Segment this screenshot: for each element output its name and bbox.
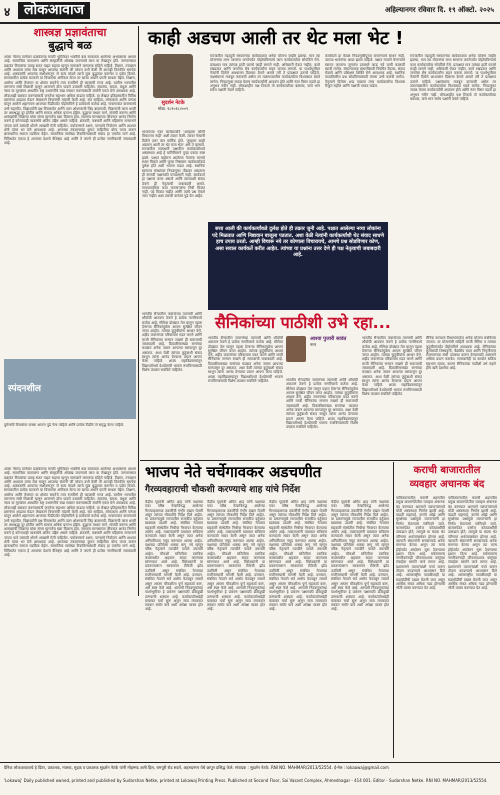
main-body-left: भाजपच्या एका कार्यकर्त्याने 'आम्हाला कोणी विचारतच नाही' अशी तक्रार केली. त्यावर नेत्यांनी दिलेले उत्तर फार मार्मिक होते. 'तुम्हाला काही अडचण आली तर थेट मला भेटा' असे ते म्हणाले. राज्यातील सत्ताधारी पक्षातील कार्यकर्त्यांमध्ये अस्वस्थता आहे हे यानिमित्ताने पुन्हा एकदा स्पष्ट झाले. पक्षात बाहेरून आलेल्या नेत्यांना मानाचे स्थान मिळते आणि जुन्या निष्ठावान कार्यकर्त्यांकडे दुर्लक्ष होते अशी भावना वाढत आहे. स्थानिक स्वराज्य संस्थांच्या निवडणुका तोंडावर असताना ही नाराजी पक्षासाठी परवडणारी नाही. कार्यकर्ता हा पक्षाचा कणा असतो आणि त्याच्याशी संवाद ठेवणे ही नेतृत्वाची जबाबदारी असते. गावपातळीवर काम करणाऱ्यांना निधी मिळत नाही, पदे मिळत नाहीत आणि त्यांचे प्रश्न ऐकले जात नाहीत अशा तक्रारी वारंवार पुढे येत आहेत.: [142, 130, 205, 199]
section-divider: [140, 460, 500, 461]
column-divider-left: [138, 26, 139, 596]
author-name: सुदर्शन नेटके: [161, 100, 185, 106]
bhajap-headline: भाजप नेते चर्चेगावकर अडचणीत: [145, 463, 322, 481]
bhajap-subheadline: गैरव्यवहाराची चौकशी करण्याचे शाह यांचे निर्देश: [145, 485, 301, 495]
editorial-quote: पुरोगामी विचारांचा वारसा आपण पुढे नेला पाहिजे आणि प्रत्येक पिढीने तो समृद्ध केला पाहिजे.: [4, 423, 125, 427]
date-line: अहिल्यानगर रविवार दि. १९ ऑक्टो. २०२५: [385, 6, 494, 14]
karachi-headline-1: कराची बाजारातील: [413, 465, 481, 476]
editorial-body: अंतरा गोल्ला ठाणेकर प्रज्ञावंताचा मराठी भूमिकेवर भक्तीचे बळ साकारता आलेल्या अभ्यासाचा आधार आहे. सामाजिक वातावरण आणि संस्कृतीची ओळख जपण्याचे काम या लेखातून होते. जनमानसात प्रज्ञावंत विचारांचा प्रवाह सतत वाहत राहावा म्हणून समाजाने जागरूक राहिले पाहिजे. विज्ञान, तत्त्वज्ञान आणि अध्यात्म यांचा मेळ घालून आपल्या संतांनी जी परंपरा उभी केली ती आजही तितकीच समर्पक आहे. शास्त्रज्ञांनी आपल्या संशोधनातून जे सत्य मांडले त्याचे मूळ बुद्धाच्या करुणेत व प्रज्ञेत दिसते. समाजातील प्रत्येक घटकाने या विचारांचा अंगीकार केला तर खऱ्या अर्थाने प्रगती साधता येईल. शिक्षण, आरोग्य आणि रोजगार या क्षेत्रांत समतेचे तत्त्व रुजविणे ही काळाची गरज आहे. ग्रामीण भागातील तरुणांना संधी मिळावी म्हणून शासनाने ठोस पावले उचलली पाहिजेत. स्वातंत्र्य, समता, बंधुता आणि न्याय या मूल्यांवर आधारित राष्ट्र उभारणीचे स्वप्न साकार करण्यासाठी सर्वांनी एकत्र येणे आवश्यक आहे. लोकशाही बळकट करण्यासाठी जनतेचा सहभाग अधिक वाढला पाहिजे. या लेखात इतिहासातील विविध प्रसंगांचा आढावा घेऊन लेखकाने विचारांची मांडणी केली आहे. संत साहित्य, लोककला आणि परंपरा यांतून आलेले शहाणपण आजच्या पिढीपर्यंत पोहोचविणे हे प्रत्येकाचे कर्तव्य आहे. गावागावांत वाचनालये उभी राहावीत, विद्यार्थ्यांनी प्रश्न विचारावेत आणि उत्तर शोधण्याची जिद्द बाळगावी. विज्ञानाची कास धरली तर अंधश्रद्धा दूर होतील आणि समाज अधिक प्रगल्भ होईल. बुद्धाचा मध्यम मार्ग, संतांची करुणा आणि शास्त्रज्ञांची जिज्ञासा यांचा संगम म्हणजेच खरा विकास होय. सामान्य माणसाच्या जीवनात आनंद निर्माण करणे हे कोणत्याही व्यवस्थेचे अंतिम उद्दिष्ट असले पाहिजे. शेतकरी, कष्टकरी आणि महिलांना सन्मानाने जगता यावे यासाठी धोरणे आखली गेली पाहिजेत. पर्यावरणाचे रक्षण, पाण्याचे नियोजन आणि शाश्वत शेती यांवर भर देणे आवश्यक आहे. आजच्या तंत्रज्ञानाच्या युगात माहितीचा योग्य वापर करून ज्ञानाधारित समाज घडविता येईल. सामाजिक सलोखा टिकविण्यासाठी संवाद हा एकमेव मार्ग आहे. विविधतेत एकता हे आपल्या देशाचे वैशिष्ट्य आहे आणि ते जपणे ही प्रत्येक नागरिकाची जबाबदारी आहे.: [4, 55, 136, 145]
women-author-name: आश्या पुजारी सावंत: [310, 336, 347, 342]
main-body-right: राज्यातील महायुती सरकारच्या कार्यकाळात अनेक योजना जाहीर झाल्या, मात्र त्या योजनांचा लाभ सामान्य जनतेपर्यंत पोहोचविण्याचे काम कार्यकर्त्यांवर सोपविले गेले. प्रत्यक्षात मात्र त्यांच्या हाती फारसे काही लागले नाही. अधिकारी ऐकत नाहीत, कामे रखडतात आणि जनतेचा रोष कार्यकर्त्यांना सहन करावा लागतो. या पार्श्वभूमीवर नेत्यांनी दिलेले आश्वासन दिलासा देणारे असले तरी ते प्रत्यक्षात उतरले पाहिजे. पक्षसंघटना मजबूत करायची असेल तर तळागाळातील कार्यकर्त्याला विश्वासात घ्यावे लागेल. निवडणुका जवळ येताच कार्यकर्त्यांची आठवण होते आणि नंतर विसर पडतो हा अनुभव नवीन नाही. लोकशाहीत पक्ष टिकतो तो कार्यकर्त्यांच्या बळावर, याचे भान सर्वच पक्षांनी ठेवले पाहिजे.: [210, 54, 320, 93]
karachi-col2: पाकिस्तानातील कराची शहरातील प्रमुख बाजारपेठेतील व्यवहार अचानक बंद करण्यात आल्याने व्यापाऱ्यांमध्ये मोठी अस्वस्थता निर्माण झाली आहे. वाढती महागाई, करांचे ओझे आणि सुरक्षेच्या प्रश्नांमुळे व्यापाऱ्यांनी हा निर्णय घेतल्याचे सांगितले जाते. बाजारपेठेत दररोज कोट्यवधींची उलाढाल होते, त्यामुळे या बंदचा थेट परिणाम अर्थव्यवस्थेवर होणार आहे. व्यापारी संघटनांनी सरकारकडे अनेक मागण्या केल्या असून त्या मान्य होईपर्यंत आंदोलन सुरू ठेवण्याचा इशारा दिला आहे. सर्वसामान्य नागरिकांनाही जीवनावश्यक वस्तूंच्या टंचाईला सामोरे जावे लागत आहे. प्रशासनाने व्यापाऱ्यांशी चर्चा करून तोडगा काढण्याचे आश्वासन दिले आहे. आंतरराष्ट्रीय पातळीवरही या घडामोडींची दखल घेतली जात असून आर्थिक संकट अधिक गडद होण्याची भीती व्यक्त करण्यात येत आहे.: [448, 496, 497, 591]
editorial-caption: स्पंदनशील: [8, 384, 41, 394]
editorial-photo: [4, 359, 136, 419]
women-author-role: नगर: [310, 342, 317, 347]
footer-line-2: 'Lokawaj' Daily published owned, printed and published by Sudarshan Netke, printed at Lokawaj Printing Press. Published at Second Floor, Sai Vasant Complex, Ahmednagar - 414 001. Editor - Sudarshan Netke. RNI NO. MAHMAR/2013/52554.: [4, 778, 488, 783]
karachi-col1: पाकिस्तानातील कराची शहरातील प्रमुख बाजारपेठेतील व्यवहार अचानक बंद करण्यात आल्याने व्यापाऱ्यांमध्ये मोठी अस्वस्थता निर्माण झाली आहे. वाढती महागाई, करांचे ओझे आणि सुरक्षेच्या प्रश्नांमुळे व्यापाऱ्यांनी हा निर्णय घेतल्याचे सांगितले जाते. बाजारपेठेत दररोज कोट्यवधींची उलाढाल होते, त्यामुळे या बंदचा थेट परिणाम अर्थव्यवस्थेवर होणार आहे. व्यापारी संघटनांनी सरकारकडे अनेक मागण्या केल्या असून त्या मान्य होईपर्यंत आंदोलन सुरू ठेवण्याचा इशारा दिला आहे. सर्वसामान्य नागरिकांनाही जीवनावश्यक वस्तूंच्या टंचाईला सामोरे जावे लागत आहे. प्रशासनाने व्यापाऱ्यांशी चर्चा करून तोडगा काढण्याचे आश्वासन दिले आहे. आंतरराष्ट्रीय पातळीवरही या घडामोडींची दखल घेतली जात असून आर्थिक संकट अधिक गडद होण्याची भीती व्यक्त करण्यात येत आहे.: [396, 496, 445, 591]
page-number: ४: [4, 5, 11, 19]
bhajap-col1: केंद्रीय गृहमंत्री अमित शाह यांनी पक्षाच्या एका वरिष्ठ नेत्याविरुद्ध आलेल्या गैरव्यवहाराच्या तक्रारींची गंभीर दखल घेतली असून त्यांच्या चौकशीचे निर्देश दिले आहेत. या प्रकरणामुळे राज्यातील राजकीय वर्तुळात खळबळ उडाली आहे. संबंधित नेत्यावर सहकारी संस्थेतील निधीचा गैरवापर केल्याचा आरोप आहे. तक्रारदारांनी याबाबत सविस्तर कागदपत्रे सादर केली असून त्यात अनेक अनियमितता नमूद करण्यात आल्या आहेत. पक्षाच्या प्रतिमेला धक्का लागू नये म्हणून वरिष्ठ नेतृत्वाने तातडीने पावले उचलली आहेत. चौकशी समितीला ठराविक कालावधीत अहवाल सादर करण्यास सांगण्यात आले आहे. विरोधकांनी या प्रकरणावरून सरकारवर टीकेची झोड उठविली असून संबंधित नेत्याच्या राजीनाम्याची मागणी केली आहे. दरम्यान, संबंधित नेत्याने सर्व आरोप फेटाळून लावले असून आपण चौकशीला पूर्ण सहकार्य करू, असे स्पष्ट केले आहे. आगामी निवडणुकांच्या पार्श्वभूमीवर हे प्रकरण पक्षासाठी डोकेदुखी ठरण्याची शक्यता आहे. कार्यकर्त्यांमध्येही याबाबत चर्चा सुरू असून सत्य लवकरात लवकर समोर यावे अशी अपेक्षा व्यक्त होत आहे.: [145, 500, 203, 612]
editorial-headline-2: बुद्धाचे बळ: [48, 39, 92, 52]
women-body-3: भारतीय सैन्यातील जवानांच्या त्यागाची आणि शौर्याची आठवण ठेवणे हे प्रत्येक नागरिकाचे कर्तव्य आहे. सीमेवर डोळ्यात तेल घालून पहारा देणाऱ्या सैनिकांमुळेच आपण सुरक्षित जीवन जगत आहोत. त्यांच्या कुटुंबीयांना आधार देणे, शहीद जवानांच्या परिवाराला मदत करणे आणि माजी सैनिकांचा सन्मान राखणे ही समाजाची जबाबदारी आहे. दिवाळीसारख्या सणांच्या काळात अनेक जवान आपल्या घरापासून दूर असतात. अशा वेळी त्यांच्या कुटुंबाशी संवाद साधून त्यांना आनंद देण्याचा प्रयत्न आपण केला पाहिजे. शाळा महाविद्यालयांतून विद्यार्थ्यांमध्ये देशप्रेमाची भावना रुजविण्यासाठी विशेष उपक्रम राबविले पाहिजेत.: [362, 336, 422, 396]
bhajap-col2: केंद्रीय गृहमंत्री अमित शाह यांनी पक्षाच्या एका वरिष्ठ नेत्याविरुद्ध आलेल्या गैरव्यवहाराच्या तक्रारींची गंभीर दखल घेतली असून त्यांच्या चौकशीचे निर्देश दिले आहेत. या प्रकरणामुळे राज्यातील राजकीय वर्तुळात खळबळ उडाली आहे. संबंधित नेत्यावर सहकारी संस्थेतील निधीचा गैरवापर केल्याचा आरोप आहे. तक्रारदारांनी याबाबत सविस्तर कागदपत्रे सादर केली असून त्यात अनेक अनियमितता नमूद करण्यात आल्या आहेत. पक्षाच्या प्रतिमेला धक्का लागू नये म्हणून वरिष्ठ नेतृत्वाने तातडीने पावले उचलली आहेत. चौकशी समितीला ठराविक कालावधीत अहवाल सादर करण्यास सांगण्यात आले आहे. विरोधकांनी या प्रकरणावरून सरकारवर टीकेची झोड उठविली असून संबंधित नेत्याच्या राजीनाम्याची मागणी केली आहे. दरम्यान, संबंधित नेत्याने सर्व आरोप फेटाळून लावले असून आपण चौकशीला पूर्ण सहकार्य करू, असे स्पष्ट केले आहे. आगामी निवडणुकांच्या पार्श्वभूमीवर हे प्रकरण पक्षासाठी डोकेदुखी ठरण्याची शक्यता आहे. कार्यकर्त्यांमध्येही याबाबत चर्चा सुरू असून सत्य लवकरात लवकर समोर यावे अशी अपेक्षा व्यक्त होत आहे.: [207, 500, 265, 612]
author-box: [142, 54, 204, 126]
editorial-headline-1: शास्त्रज्ञ प्रज्ञावंताचा: [33, 26, 107, 39]
women-author-photo: [286, 336, 306, 362]
karachi-headline-2: व्यवहार अचानक बंद: [409, 479, 485, 490]
women-body-left: भारतीय सैन्यातील जवानांच्या त्यागाची आणि शौर्याची आठवण ठेवणे हे प्रत्येक नागरिकाचे कर्तव्य आहे. सीमेवर डोळ्यात तेल घालून पहारा देणाऱ्या सैनिकांमुळेच आपण सुरक्षित जीवन जगत आहोत. त्यांच्या कुटुंबीयांना आधार देणे, शहीद जवानांच्या परिवाराला मदत करणे आणि माजी सैनिकांचा सन्मान राखणे ही समाजाची जबाबदारी आहे. दिवाळीसारख्या सणांच्या काळात अनेक जवान आपल्या घरापासून दूर असतात. अशा वेळी त्यांच्या कुटुंबाशी संवाद साधून त्यांना आनंद देण्याचा प्रयत्न आपण केला पाहिजे. शाळा महाविद्यालयांतून विद्यार्थ्यांमध्ये देशप्रेमाची भावना रुजविण्यासाठी विशेष उपक्रम राबविले पाहिजेत.: [142, 312, 202, 372]
women-sidebar: सैनिक कल्याण विभागामार्फत अनेक योजना राबविल्या जातात. या योजनांची माहिती माजी सैनिक व त्यांच्या कुटुंबीयांपर्यंत पोहोचविणे आवश्यक आहे. सैनिकांच्या मुलांसाठी शिष्यवृत्ती, वैद्यकीय मदत आणि निवृत्तीनंतर रोजगाराच्या संधी उपलब्ध करून देण्यासाठी शासनाने अधिक प्रयत्न करावेत. समाजानेही या कार्यात सक्रिय सहभाग घ्यावा, कारण सैनिकांच्या पाठीशी उभे राहणे हीच खरी देशसेवा आहे.: [426, 336, 496, 371]
masthead: [0, 0, 500, 22]
pullquote-box: [208, 222, 388, 310]
bhajap-col4: केंद्रीय गृहमंत्री अमित शाह यांनी पक्षाच्या एका वरिष्ठ नेत्याविरुद्ध आलेल्या गैरव्यवहाराच्या तक्रारींची गंभीर दखल घेतली असून त्यांच्या चौकशीचे निर्देश दिले आहेत. या प्रकरणामुळे राज्यातील राजकीय वर्तुळात खळबळ उडाली आहे. संबंधित नेत्यावर सहकारी संस्थेतील निधीचा गैरवापर केल्याचा आरोप आहे. तक्रारदारांनी याबाबत सविस्तर कागदपत्रे सादर केली असून त्यात अनेक अनियमितता नमूद करण्यात आल्या आहेत. पक्षाच्या प्रतिमेला धक्का लागू नये म्हणून वरिष्ठ नेतृत्वाने तातडीने पावले उचलली आहेत. चौकशी समितीला ठराविक कालावधीत अहवाल सादर करण्यास सांगण्यात आले आहे. विरोधकांनी या प्रकरणावरून सरकारवर टीकेची झोड उठविली असून संबंधित नेत्याच्या राजीनाम्याची मागणी केली आहे. दरम्यान, संबंधित नेत्याने सर्व आरोप फेटाळून लावले असून आपण चौकशीला पूर्ण सहकार्य करू, असे स्पष्ट केले आहे. आगामी निवडणुकांच्या पार्श्वभूमीवर हे प्रकरण पक्षासाठी डोकेदुखी ठरण्याची शक्यता आहे. कार्यकर्त्यांमध्येही याबाबत चर्चा सुरू असून सत्य लवकरात लवकर समोर यावे अशी अपेक्षा व्यक्त होत आहे.: [331, 500, 389, 612]
bhajap-col3: केंद्रीय गृहमंत्री अमित शाह यांनी पक्षाच्या एका वरिष्ठ नेत्याविरुद्ध आलेल्या गैरव्यवहाराच्या तक्रारींची गंभीर दखल घेतली असून त्यांच्या चौकशीचे निर्देश दिले आहेत. या प्रकरणामुळे राज्यातील राजकीय वर्तुळात खळबळ उडाली आहे. संबंधित नेत्यावर सहकारी संस्थेतील निधीचा गैरवापर केल्याचा आरोप आहे. तक्रारदारांनी याबाबत सविस्तर कागदपत्रे सादर केली असून त्यात अनेक अनियमितता नमूद करण्यात आल्या आहेत. पक्षाच्या प्रतिमेला धक्का लागू नये म्हणून वरिष्ठ नेतृत्वाने तातडीने पावले उचलली आहेत. चौकशी समितीला ठराविक कालावधीत अहवाल सादर करण्यास सांगण्यात आले आहे. विरोधकांनी या प्रकरणावरून सरकारवर टीकेची झोड उठविली असून संबंधित नेत्याच्या राजीनाम्याची मागणी केली आहे. दरम्यान, संबंधित नेत्याने सर्व आरोप फेटाळून लावले असून आपण चौकशीला पूर्ण सहकार्य करू, असे स्पष्ट केले आहे. आगामी निवडणुकांच्या पार्श्वभूमीवर हे प्रकरण पक्षासाठी डोकेदुखी ठरण्याची शक्यता आहे. कार्यकर्त्यांमध्येही याबाबत चर्चा सुरू असून सत्य लवकरात लवकर समोर यावे अशी अपेक्षा व्यक्त होत आहे.: [269, 500, 327, 612]
pullquote-text: सत्ता आली की कार्यकर्त्यांकडे दुर्लक्ष होते ही तक्रार जुनी आहे. पक्षात आलेल्या नव्या लोकांना पदे मिळतात आणि निष्ठावान बाजूला पडतात. अशा वेळी नेत्यांनी कार्यकर्त्यांशी थेट संवाद साधणे हाच उपाय ठरतो. आम्ही विचारू नये तर कोणाला विचारायचे, आमचे प्रश्न सोडविणार कोण, असा सवाल कार्यकर्ते करीत आहेत. त्यांच्या या प्रश्नांना उत्तर देणे ही पक्ष नेतृत्वाची जबाबदारी आहे.: [212, 226, 384, 259]
masthead-brand: लोकआवाज: [18, 2, 90, 19]
karachi-divider: [393, 462, 394, 758]
women-body: भारतीय सैन्यातील जवानांच्या त्यागाची आणि शौर्याची आठवण ठेवणे हे प्रत्येक नागरिकाचे कर्तव्य आहे. सीमेवर डोळ्यात तेल घालून पहारा देणाऱ्या सैनिकांमुळेच आपण सुरक्षित जीवन जगत आहोत. त्यांच्या कुटुंबीयांना आधार देणे, शहीद जवानांच्या परिवाराला मदत करणे आणि माजी सैनिकांचा सन्मान राखणे ही समाजाची जबाबदारी आहे. दिवाळीसारख्या सणांच्या काळात अनेक जवान आपल्या घरापासून दूर असतात. अशा वेळी त्यांच्या कुटुंबाशी संवाद साधून त्यांना आनंद देण्याचा प्रयत्न आपण केला पाहिजे. शाळा महाविद्यालयांतून विद्यार्थ्यांमध्ये देशप्रेमाची भावना रुजविण्यासाठी विशेष उपक्रम राबविले पाहिजेत.: [208, 336, 283, 383]
editorial-section: [4, 26, 136, 586]
footer-divider: [0, 762, 500, 763]
editorial-body-cont: अंतरा गोल्ला ठाणेकर प्रज्ञावंताचा मराठी भूमिकेवर भक्तीचे बळ साकारता आलेल्या अभ्यासाचा आधार आहे. सामाजिक वातावरण आणि संस्कृतीची ओळख जपण्याचे काम या लेखातून होते. जनमानसात प्रज्ञावंत विचारांचा प्रवाह सतत वाहत राहावा म्हणून समाजाने जागरूक राहिले पाहिजे. विज्ञान, तत्त्वज्ञान आणि अध्यात्म यांचा मेळ घालून आपल्या संतांनी जी परंपरा उभी केली ती आजही तितकीच समर्पक आहे. शास्त्रज्ञांनी आपल्या संशोधनातून जे सत्य मांडले त्याचे मूळ बुद्धाच्या करुणेत व प्रज्ञेत दिसते. समाजातील प्रत्येक घटकाने या विचारांचा अंगीकार केला तर खऱ्या अर्थाने प्रगती साधता येईल. शिक्षण, आरोग्य आणि रोजगार या क्षेत्रांत समतेचे तत्त्व रुजविणे ही काळाची गरज आहे. ग्रामीण भागातील तरुणांना संधी मिळावी म्हणून शासनाने ठोस पावले उचलली पाहिजेत. स्वातंत्र्य, समता, बंधुता आणि न्याय या मूल्यांवर आधारित राष्ट्र उभारणीचे स्वप्न साकार करण्यासाठी सर्वांनी एकत्र येणे आवश्यक आहे. लोकशाही बळकट करण्यासाठी जनतेचा सहभाग अधिक वाढला पाहिजे. या लेखात इतिहासातील विविध प्रसंगांचा आढावा घेऊन लेखकाने विचारांची मांडणी केली आहे. संत साहित्य, लोककला आणि परंपरा यांतून आलेले शहाणपण आजच्या पिढीपर्यंत पोहोचविणे हे प्रत्येकाचे कर्तव्य आहे. गावागावांत वाचनालये उभी राहावीत, विद्यार्थ्यांनी प्रश्न विचारावेत आणि उत्तर शोधण्याची जिद्द बाळगावी. विज्ञानाची कास धरली तर अंधश्रद्धा दूर होतील आणि समाज अधिक प्रगल्भ होईल. बुद्धाचा मध्यम मार्ग, संतांची करुणा आणि शास्त्रज्ञांची जिज्ञासा यांचा संगम म्हणजेच खरा विकास होय. सामान्य माणसाच्या जीवनात आनंद निर्माण करणे हे कोणत्याही व्यवस्थेचे अंतिम उद्दिष्ट असले पाहिजे. शेतकरी, कष्टकरी आणि महिलांना सन्मानाने जगता यावे यासाठी धोरणे आखली गेली पाहिजेत. पर्यावरणाचे रक्षण, पाण्याचे नियोजन आणि शाश्वत शेती यांवर भर देणे आवश्यक आहे. आजच्या तंत्रज्ञानाच्या युगात माहितीचा योग्य वापर करून ज्ञानाधारित समाज घडविता येईल. सामाजिक सलोखा टिकविण्यासाठी संवाद हा एकमेव मार्ग आहे. विविधतेत एकता हे आपल्या देशाचे वैशिष्ट्य आहे आणि ते जपणे ही प्रत्येक नागरिकाची जबाबदारी आहे.: [4, 467, 136, 557]
author-photo: [153, 54, 193, 98]
main-body-col4: राज्यातील महायुती सरकारच्या कार्यकाळात अनेक योजना जाहीर झाल्या, मात्र त्या योजनांचा लाभ सामान्य जनतेपर्यंत पोहोचविण्याचे काम कार्यकर्त्यांवर सोपविले गेले. प्रत्यक्षात मात्र त्यांच्या हाती फारसे काही लागले नाही. अधिकारी ऐकत नाहीत, कामे रखडतात आणि जनतेचा रोष कार्यकर्त्यांना सहन करावा लागतो. या पार्श्वभूमीवर नेत्यांनी दिलेले आश्वासन दिलासा देणारे असले तरी ते प्रत्यक्षात उतरले पाहिजे. पक्षसंघटना मजबूत करायची असेल तर तळागाळातील कार्यकर्त्याला विश्वासात घ्यावे लागेल. निवडणुका जवळ येताच कार्यकर्त्यांची आठवण होते आणि नंतर विसर पडतो हा अनुभव नवीन नाही. लोकशाहीत पक्ष टिकतो तो कार्यकर्त्यांच्या बळावर, याचे भान सर्वच पक्षांनी ठेवले पाहिजे.: [410, 54, 496, 101]
women-author-box: [286, 336, 358, 376]
women-body-2: भारतीय सैन्यातील जवानांच्या त्यागाची आणि शौर्याची आठवण ठेवणे हे प्रत्येक नागरिकाचे कर्तव्य आहे. सीमेवर डोळ्यात तेल घालून पहारा देणाऱ्या सैनिकांमुळेच आपण सुरक्षित जीवन जगत आहोत. त्यांच्या कुटुंबीयांना आधार देणे, शहीद जवानांच्या परिवाराला मदत करणे आणि माजी सैनिकांचा सन्मान राखणे ही समाजाची जबाबदारी आहे. दिवाळीसारख्या सणांच्या काळात अनेक जवान आपल्या घरापासून दूर असतात. अशा वेळी त्यांच्या कुटुंबाशी संवाद साधून त्यांना आनंद देण्याचा प्रयत्न आपण केला पाहिजे. शाळा महाविद्यालयांतून विद्यार्थ्यांमध्ये देशप्रेमाची भावना रुजविण्यासाठी विशेष उपक्रम राबविले पाहिजेत.: [286, 378, 358, 430]
author-phone: मोबा. ९८९०१८२००९: [157, 106, 189, 111]
masthead-divider: [0, 22, 500, 24]
main-body-col3: कार्यकर्ता हा केवळ निवडणुकीपुरता वापरण्याचे साधन नाही. त्याच्या भावनांचा आदर झाला पाहिजे. पक्षात नव्याने येणाऱ्यांचे स्वागत करताना जुन्यांना डावलले जाऊ नये याची काळजी घ्यावी लागेल. संघटनात्मक बांधणीसाठी नियमित बैठका, संवाद मेळावे आणि प्रशिक्षण शिबिरे घेणे आवश्यक आहे. स्थानिक पातळीवरील प्रश्न सोडविण्यासाठी यंत्रणा उभी करावी लागेल. नेतृत्वाने दिलेला शब्द पाळला तरच कार्यकर्त्यांचा विश्वास टिकून राहील आणि पक्षाची ताकद वाढेल.: [325, 54, 405, 89]
main-headline: काही अडचण आली तर थेट मला भेट !: [148, 28, 404, 49]
women-headline: सैनिकांच्या पाठीशी उभे रहा...: [215, 313, 391, 332]
footer-line-1: दैनिक लोकआवाजचे हे प्रिंटर, प्रकाशक, मालक, मुद्रक व प्रकाशक सुदर्शन नेटके यांनी मोहम्मद अली हिल, रामपुरी रोड सदर्न, अहमदनगर येथे छापून प्रसिद्ध केले. संपादक : सुदर्शन नेटके. RNI NO. MAHMAR/2013/52554. ई-मेल : lokaawaj@gmail.com: [4, 765, 389, 770]
